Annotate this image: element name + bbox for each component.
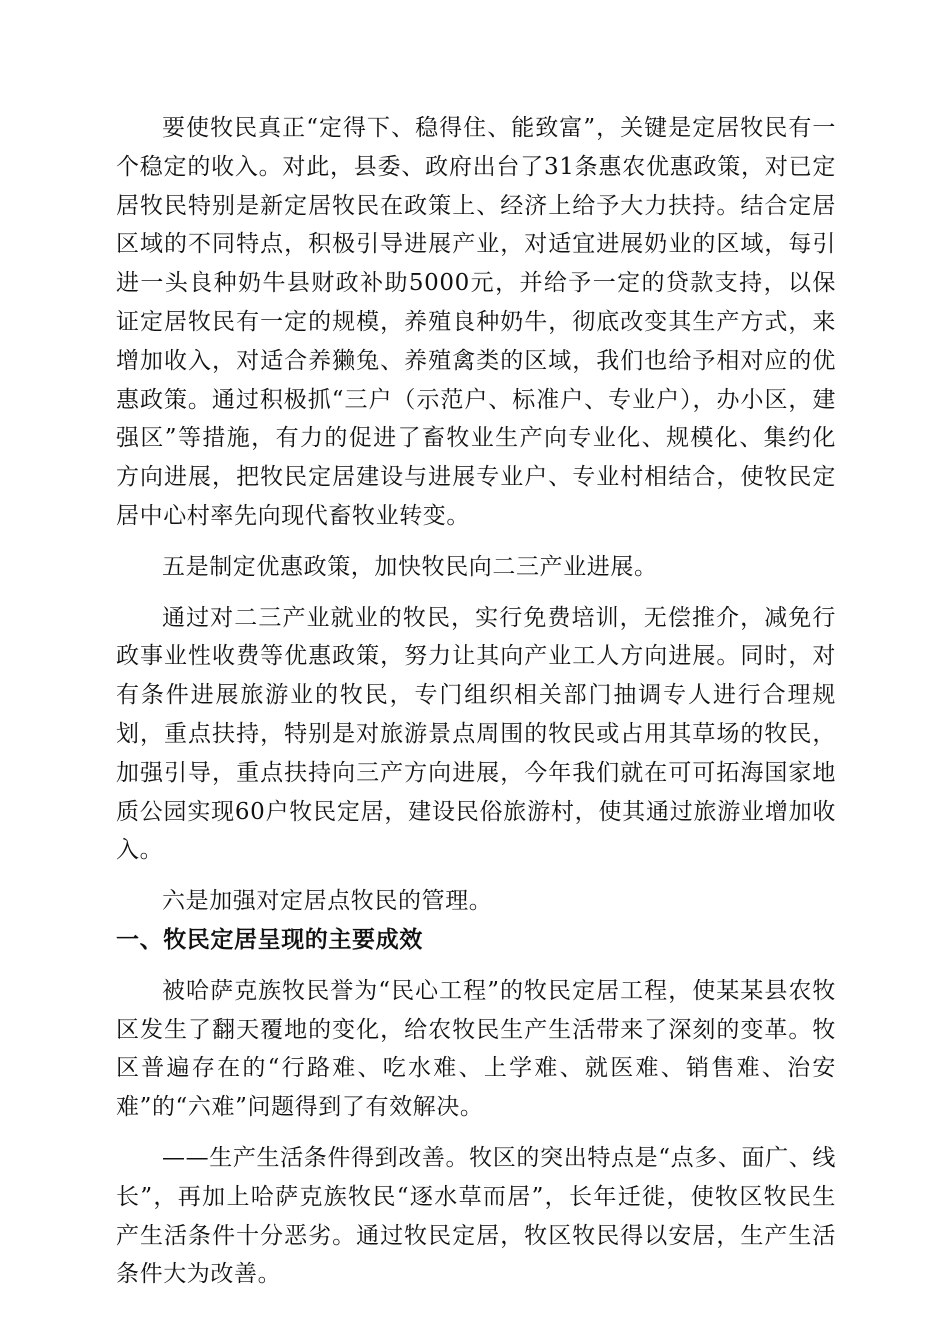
paragraph-tertiary-industry: 通过对二三产业就业的牧民，实行免费培训，无偿推介，减免行政事业性收费等优惠政策，努力让其向产业工人方向进展。同时，对有条件进展旅游业的牧民，专门组织相关部门抽调专人进行合理规划，重点扶持，特别是对旅游景点周围的牧民或占用其草场的牧民，加强引导，重点扶持向三产方向进展，今年我们就在可可拓海国家地质公园实现60户牧民定居，建设民俗旅游村，使其通过旅游业增加收入。: [116, 604, 836, 864]
paragraph-living-conditions: ——生产生活条件得到改善。牧区的突出特点是“点多、面广、线长”，再加上哈萨克族牧民“逐水草而居”，长年迁徙，使牧区牧民生产生活条件十分恶劣。通过牧民定居，牧区牧民得以安居，生产生活条件大为改善。: [116, 1144, 836, 1288]
paragraph-point-five: 五是制定优惠政策，加快牧民向二三产业进展。: [162, 553, 658, 580]
paragraph-people-project: 被哈萨克族牧民誉为“民心工程”的牧民定居工程，使某某县农牧区发生了翻天覆地的变化，给农牧民生产生活带来了深刻的变革。牧区普遍存在的“行路难、吃水难、上学难、就医难、销售难、治安难”的“六难”问题得到了有效解决。: [116, 977, 836, 1121]
paragraph-point-six: 六是加强对定居点牧民的管理。: [162, 888, 493, 915]
section-heading-results: 一、牧民定居呈现的主要成效: [116, 925, 423, 953]
document-body: [116, 109, 836, 1294]
paragraph-income-policy: 要使牧民真正“定得下、稳得住、能致富”，关键是定居牧民有一个稳定的收入。对此，县委、政府出台了31条惠农优惠政策，对已定居牧民特别是新定居牧民在政策上、经济上给予大力扶持。结合定居区域的不同特点，积极引导进展产业，对适宜进展奶业的区域，每引进一头良种奶牛县财政补助5000元，并给予一定的贷款支持，以保证定居牧民有一定的规模，养殖良种奶牛，彻底改变其生产方式，来增加收入，对适合养獭兔、养殖禽类的区域，我们也给予相对应的优惠政策。通过积极抓“三户（示范户、标准户、专业户），办小区，建强区”等措施，有力的促进了畜牧业生产向专业化、规模化、集约化方向进展，把牧民定居建设与进展专业户、专业村相结合，使牧民定居中心村率先向现代畜牧业转变。: [116, 115, 836, 529]
